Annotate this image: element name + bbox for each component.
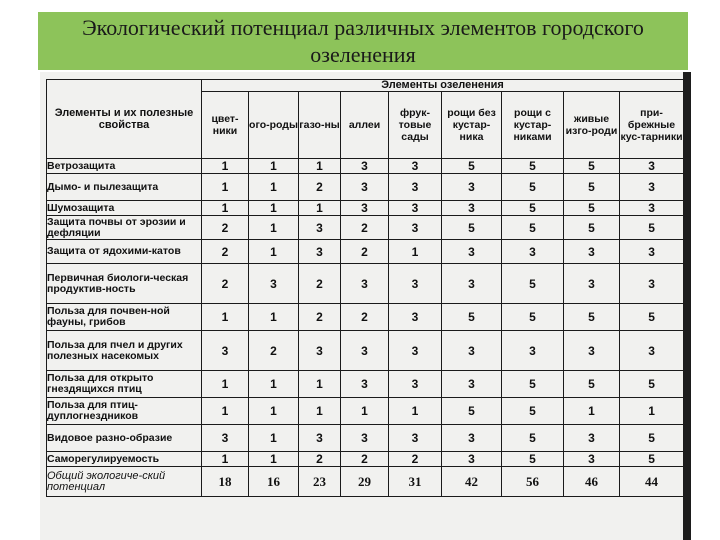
value-cell: 5 [502,425,564,452]
value-cell: 1 [299,398,341,425]
value-cell: 2 [341,304,389,331]
value-cell: 1 [249,159,299,174]
column-header: цвет-ники [202,92,249,159]
property-cell: Ветрозащита [47,159,202,174]
value-cell: 3 [341,371,389,398]
slide-title-bar [38,12,688,70]
value-cell: 2 [341,216,389,240]
value-cell: 5 [620,371,684,398]
value-cell: 3 [620,264,684,304]
elements-group-header: Элементы озеленения [202,80,684,92]
value-cell: 1 [202,304,249,331]
value-cell: 42 [442,467,502,497]
value-cell: 1 [620,398,684,425]
value-cell: 18 [202,467,249,497]
value-cell: 3 [442,452,502,467]
value-cell: 5 [502,304,564,331]
value-cell: 3 [389,174,442,201]
value-cell: 3 [341,201,389,216]
value-cell: 3 [299,216,341,240]
property-cell: Шумозащита [47,201,202,216]
table-row [47,304,684,331]
column-header: рощи без кустар-ника [442,92,502,159]
value-cell: 3 [389,425,442,452]
column-header: рощи с кустар-никами [502,92,564,159]
value-cell: 5 [502,398,564,425]
table-row [47,216,684,240]
value-cell: 3 [389,159,442,174]
value-cell: 1 [202,201,249,216]
value-cell: 3 [442,264,502,304]
property-cell: Видовое разно-образие [47,425,202,452]
value-cell: 1 [249,201,299,216]
property-cell: Польза для птиц-дуплогнездников [47,398,202,425]
column-header: ого-роды [249,92,299,159]
value-cell: 3 [620,159,684,174]
value-cell: 3 [620,240,684,264]
value-cell: 1 [202,174,249,201]
value-cell: 1 [249,398,299,425]
value-cell: 29 [341,467,389,497]
table-row [47,240,684,264]
value-cell: 5 [502,371,564,398]
value-cell: 2 [299,304,341,331]
value-cell: 3 [442,201,502,216]
value-cell: 2 [202,264,249,304]
value-cell: 3 [389,371,442,398]
value-cell: 2 [299,174,341,201]
table-row [47,398,684,425]
value-cell: 3 [389,264,442,304]
value-cell: 1 [202,452,249,467]
column-header: живые изго-роди [564,92,620,159]
value-cell: 3 [299,425,341,452]
value-cell: 3 [389,331,442,371]
value-cell: 31 [389,467,442,497]
value-cell: 1 [202,371,249,398]
value-cell: 3 [620,174,684,201]
value-cell: 3 [620,331,684,371]
property-cell: Защита почвы от эрозии и дефляции [47,216,202,240]
table-row [47,159,684,174]
value-cell: 3 [564,452,620,467]
table-row [47,425,684,452]
value-cell: 5 [502,216,564,240]
value-cell: 1 [564,398,620,425]
table-row [47,174,684,201]
value-cell: 3 [564,264,620,304]
property-cell: Защита от ядохими-катов [47,240,202,264]
property-cell: Дымо- и пылезащита [47,174,202,201]
value-cell: 5 [620,452,684,467]
value-cell: 3 [389,216,442,240]
value-cell: 2 [299,264,341,304]
value-cell: 5 [564,371,620,398]
value-cell: 3 [299,240,341,264]
property-column-header: Элементы и их полезные свойства [47,80,202,159]
table-body [47,159,684,497]
value-cell: 1 [202,159,249,174]
value-cell: 3 [341,331,389,371]
property-cell: Общий экологиче-ский потенциал [47,467,202,497]
value-cell: 3 [442,174,502,201]
ecological-potential-table [46,79,684,497]
value-cell: 1 [389,240,442,264]
value-cell: 3 [442,331,502,371]
value-cell: 5 [620,216,684,240]
column-header: фрук-товые сады [389,92,442,159]
value-cell: 56 [502,467,564,497]
column-header: при-брежные кус-тарники [620,92,684,159]
value-cell: 1 [202,398,249,425]
value-cell: 1 [341,398,389,425]
value-cell: 5 [564,159,620,174]
value-cell: 1 [249,174,299,201]
column-header: аллеи [341,92,389,159]
value-cell: 23 [299,467,341,497]
value-cell: 44 [620,467,684,497]
value-cell: 46 [564,467,620,497]
value-cell: 3 [564,240,620,264]
value-cell: 3 [341,159,389,174]
value-cell: 5 [620,425,684,452]
scan-dark-edge [683,72,691,540]
value-cell: 1 [299,371,341,398]
value-cell: 5 [442,398,502,425]
value-cell: 5 [564,201,620,216]
value-cell: 2 [341,240,389,264]
value-cell: 3 [442,425,502,452]
value-cell: 1 [249,216,299,240]
value-cell: 2 [202,240,249,264]
value-cell: 5 [442,304,502,331]
value-cell: 1 [249,304,299,331]
value-cell: 5 [620,304,684,331]
value-cell: 2 [389,452,442,467]
value-cell: 1 [299,159,341,174]
table-row [47,201,684,216]
value-cell: 1 [389,398,442,425]
slide-title: Экологический потенциал различных элементов городского озеленения [82,15,644,67]
column-header: газо-ны [299,92,341,159]
table-row [47,371,684,398]
value-cell: 3 [249,264,299,304]
value-cell: 3 [442,240,502,264]
value-cell: 2 [249,331,299,371]
table-row [47,331,684,371]
value-cell: 5 [502,159,564,174]
value-cell: 2 [202,216,249,240]
value-cell: 5 [442,216,502,240]
value-cell: 5 [502,174,564,201]
value-cell: 5 [564,174,620,201]
value-cell: 3 [299,331,341,371]
value-cell: 3 [502,331,564,371]
value-cell: 3 [389,201,442,216]
value-cell: 5 [442,159,502,174]
value-cell: 2 [341,452,389,467]
value-cell: 3 [202,425,249,452]
value-cell: 3 [564,425,620,452]
value-cell: 5 [564,304,620,331]
value-cell: 5 [502,264,564,304]
value-cell: 3 [502,240,564,264]
property-cell: Польза для почвен-ной фауны, грибов [47,304,202,331]
value-cell: 3 [341,425,389,452]
value-cell: 3 [564,331,620,371]
value-cell: 5 [502,201,564,216]
value-cell: 2 [299,452,341,467]
value-cell: 1 [249,240,299,264]
property-cell: Первичная биологи-ческая продуктив-ность [47,264,202,304]
property-cell: Польза для открыто гнездящихся птиц [47,371,202,398]
value-cell: 1 [249,425,299,452]
table-total-row [47,467,684,497]
value-cell: 3 [442,371,502,398]
table-header-row-group [47,80,684,92]
table-row [47,452,684,467]
value-cell: 5 [564,216,620,240]
value-cell: 3 [389,304,442,331]
value-cell: 1 [249,371,299,398]
value-cell: 3 [620,201,684,216]
property-cell: Саморегулируемость [47,452,202,467]
value-cell: 16 [249,467,299,497]
value-cell: 3 [341,174,389,201]
value-cell: 3 [341,264,389,304]
property-cell: Польза для пчел и других полезных насекомых [47,331,202,371]
value-cell: 1 [249,452,299,467]
table-row [47,264,684,304]
value-cell: 1 [299,201,341,216]
value-cell: 5 [502,452,564,467]
value-cell: 3 [202,331,249,371]
